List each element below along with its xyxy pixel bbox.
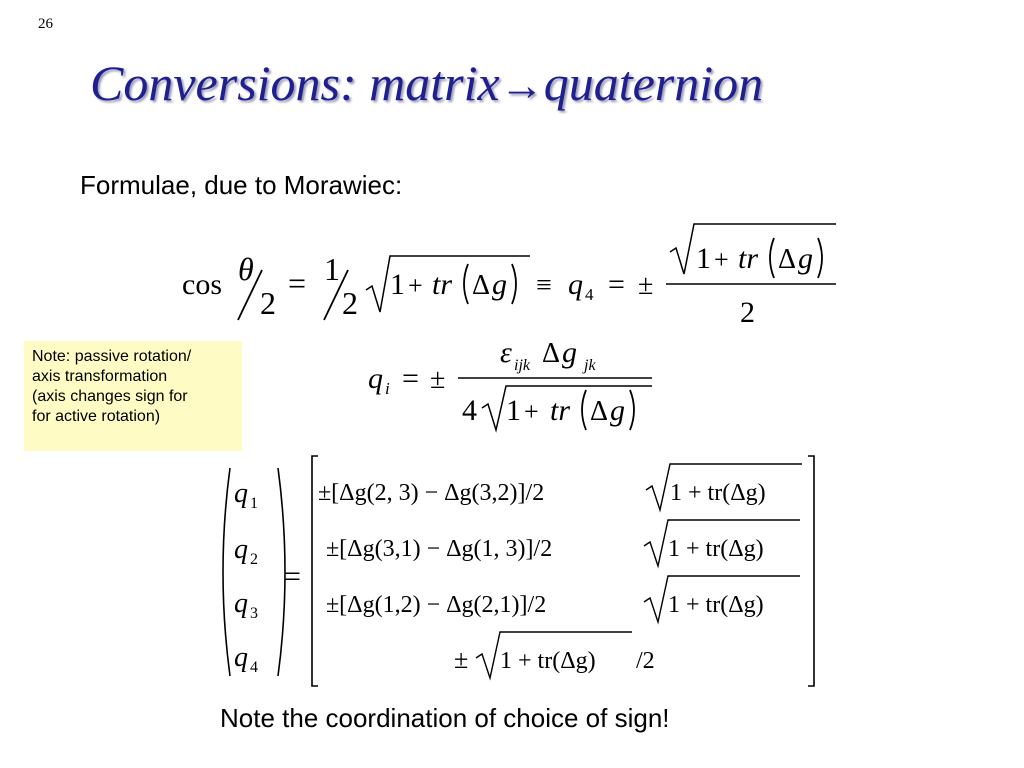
matrix-row-4-head: ± [454,645,469,674]
one: 1 [506,394,521,427]
matrix-row-3-root: 1 + tr(Δg) [668,592,764,618]
delta-symbol: Δ [542,338,561,369]
denominator-two: 2 [740,296,755,329]
equation-cos-half-angle [170,222,850,332]
matrix-row-4-root: 1 + tr(Δg) [500,648,596,674]
note-line: Note: passive rotation/ [32,348,192,365]
matrix-row-3-head: ±[Δg(1,2) − Δg(2,1)]/2 [326,592,547,618]
q2-subscript: 2 [250,551,258,568]
note-line: (axis changes sign for [32,388,188,405]
trace-symbol: tr [432,268,453,301]
matrix-row-1-head: ±[Δg(2, 3) − Δg(3,2)]/2 [318,480,545,506]
plus-minus-sign: ± [638,270,654,301]
q1-subscript: 1 [250,495,258,512]
right-paren [818,238,822,278]
delta-symbol: Δ [778,244,797,275]
vector-left-paren [223,468,230,676]
equals-sign: = [284,560,301,593]
matrix-row-4-tail: /2 [636,648,655,674]
g-symbol: g [610,394,625,427]
half-numerator: 1 [324,251,340,287]
epsilon-symbol: ε [500,336,512,369]
q-subscript: i [385,379,390,398]
one: 1 [390,268,405,301]
equals-sign: = [402,362,419,395]
note-line: for active rotation) [32,408,161,425]
intro-text: Formulae, due to Morawiec: [80,170,403,200]
delta-symbol: Δ [472,270,491,301]
equation-qi [366,334,666,434]
one: 1 [696,242,711,275]
left-paren [582,390,586,430]
four: 4 [462,394,477,427]
slide-number: 26 [38,16,53,32]
q4-symbol: q [234,642,248,673]
matrix-row-2-head: ±[Δg(3,1) − Δg(1, 3)]/2 [326,536,553,562]
note-box [24,341,242,451]
equals-sign: = [608,268,625,301]
equivalence-sign: ≡ [536,270,552,301]
left-paren [464,264,468,304]
equals-sign: = [288,265,307,301]
right-paren [512,264,516,304]
left-paren [770,238,774,278]
g-subscript: jk [584,357,596,374]
right-arrow-icon: → [499,61,544,110]
plus-sign: + [524,397,539,426]
plus-sign: + [714,245,729,274]
trace-symbol: tr [738,242,759,275]
q4-subscript: 4 [250,659,258,676]
epsilon-subscript: ijk [514,357,530,374]
matrix-row-1-root: 1 + tr(Δg) [670,480,766,506]
trace-symbol: tr [550,394,571,427]
equation-quaternion-matrix [214,452,824,692]
q2-symbol: q [234,534,248,565]
g-symbol: g [798,242,813,275]
denominator-two: 2 [260,285,276,321]
plus-sign: + [408,271,423,300]
plus-minus-sign: ± [430,364,446,395]
q-subscript: 4 [585,285,594,304]
q3-subscript: 3 [250,605,258,622]
slide-title [90,54,763,112]
q1-symbol: q [234,478,248,509]
right-paren [630,390,634,430]
note-line: axis transformation [32,368,168,385]
cos-label: cos [182,268,222,301]
g-symbol: g [492,268,507,301]
q-symbol: q [568,268,583,301]
q3-symbol: q [234,588,248,619]
q-symbol: q [368,362,383,395]
half-denominator: 2 [342,285,358,321]
theta-symbol: θ [238,251,254,287]
title-right: quaternion [543,55,764,111]
delta-symbol: Δ [590,396,609,427]
matrix-right-bracket [808,456,814,686]
title-left: Conversions: matrix [90,55,500,111]
footer-note: Note the coordination of choice of sign! [220,703,670,733]
matrix-row-2-root: 1 + tr(Δg) [668,536,764,562]
g-symbol: g [562,336,577,369]
